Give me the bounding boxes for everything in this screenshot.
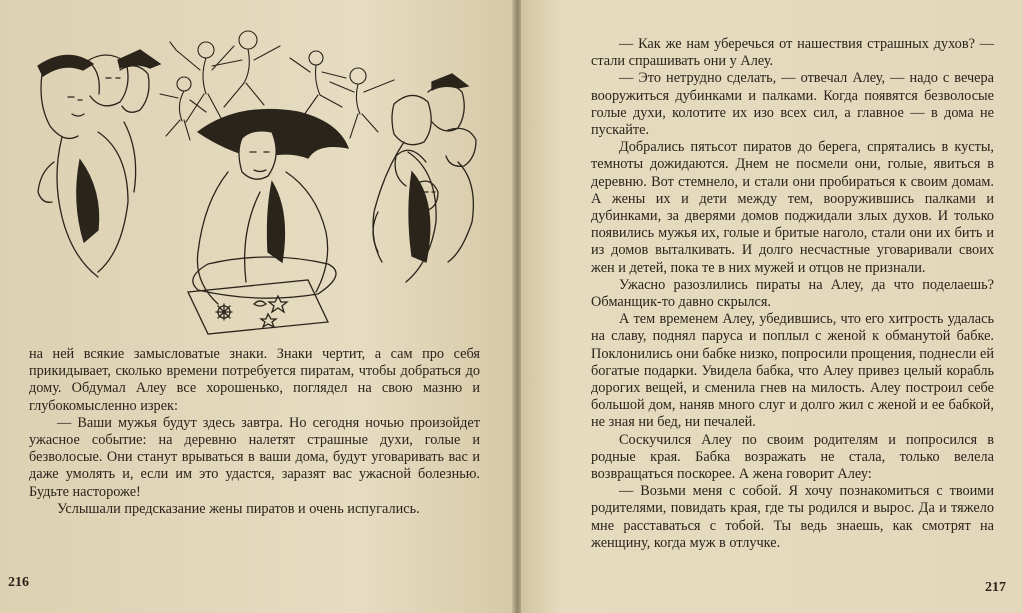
illustration xyxy=(28,12,498,337)
right-page-text xyxy=(591,36,994,552)
paragraph: Ужасно разозлились пираты на Алеу, да что поделаешь? Обманщик-то давно скрылся. xyxy=(591,276,994,311)
paragraph: — Ваши мужья будут здесь завтра. Но сегодня ночью произойдет ужасное событие: на деревню налетят страшные духи, голые и безволосые. Они станут врываться в ваши дома, будут уговаривать вас и даже умолять и, если им это удастся, заразят вас ужасной болезнью. Будьте настороже! xyxy=(29,414,480,500)
right-page xyxy=(521,0,1023,613)
left-page-text xyxy=(29,346,480,518)
paragraph: — Это нетрудно сделать, — отвечал Алеу, — надо с вечера вооружиться дубинками и палками. Когда появятся безволосые голые духи, колотите их изо всех сил, а главное — в дома не пускайте. xyxy=(591,70,994,139)
paragraph: А тем временем Алеу, убедившись, что его хитрость удалась на славу, поднял паруса и поплыл с женой к обманутой бабке. Поклонились они бабке низко, попросили прощения, поднесли ей богатые подарки. Увидела бабка, что Алеу привез целый корабль дорогих вещей, и сменила гнев на милость. Алеу построил себе большой дом, наняв много слуг и долго жил с женой и ее бабкой, не зная ни бед, ни печалей. xyxy=(591,311,994,431)
paragraph: — Как же нам уберечься от нашествия страшных духов? — стали спрашивать они у Алеу. xyxy=(591,36,994,70)
page-number-left: 216 xyxy=(8,575,29,590)
paragraph: Добрались пятьсот пиратов до берега, спрятались в кусты, темноты дожидаются. Днем не посмели они, голые, явиться в деревню. Вот стемнело, и стали они пробираться к своим домам. А жены их и дети между тем, вооружившись палками и дубинками, за дверями домов поджидали злых духов. И только появились мужья их, голые и бритые наголо, стали они их бить и из домов выталкивать. И долго несчастные уговаривали своих жен и детей, пока те в них мужей и отцов не признали. xyxy=(591,139,994,276)
paragraph: Соскучился Алеу по своим родителям и попросился в родные края. Бабка возражать не стала, только велела возвращаться поскорее. А жена говорит Алеу: xyxy=(591,431,994,483)
paragraph: на ней всякие замысловатые знаки. Знаки чертит, а сам про себя прикидывает, сколько времени потребуется пиратам, чтобы добраться до дому. Обдумал Алеу все хорошенько, поглядел на свою мазню и глубокомысленно изрек: xyxy=(29,346,480,414)
paragraph: — Возьми меня с собой. Я хочу познакомиться с твоими родителями, повидать края, где ты родился и вырос. Да и тяжело мне расставаться с тобой. Ты ведь знаешь, как смотрят на женщину, когда муж в отлучке. xyxy=(591,483,994,551)
illustration-spirits-and-women-icon xyxy=(28,12,498,337)
page-number-right: 217 xyxy=(985,580,1006,595)
paragraph: Услышали предсказание жены пиратов и очень испугались. xyxy=(57,500,420,517)
